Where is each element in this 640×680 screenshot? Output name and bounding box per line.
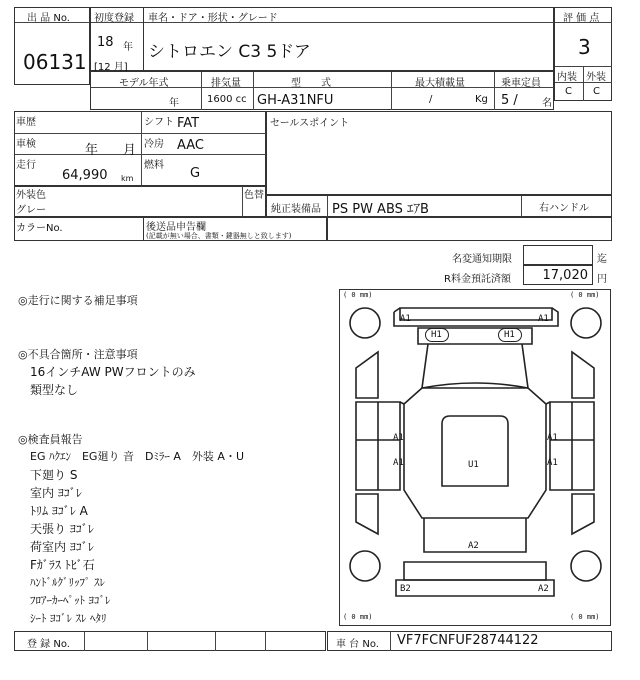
recycle-amount: 17,020 [542, 268, 588, 283]
fuel-value: G [190, 166, 201, 181]
inspection-year-unit: 年 [85, 143, 99, 158]
inspector-line: 荷室内 ﾖｺﾞﾚ [30, 540, 94, 554]
damage-door-left: A1 [393, 458, 404, 468]
first-reg-year-unit: 年 [123, 42, 133, 53]
chassis-no-value: VF7FCNFUF28744122 [397, 633, 539, 648]
tire-front-right [571, 308, 601, 338]
damage-diagram [339, 289, 611, 626]
inspector-line: ﾄﾘﾑ ﾖｺﾞﾚ A [30, 504, 88, 518]
details-left [14, 111, 266, 187]
sales-point-label: セールスポイント [270, 118, 350, 129]
first-reg-box [90, 7, 144, 71]
rating-value: 3 [578, 35, 591, 59]
history-label: 車歴 [16, 117, 36, 128]
driving-notes-label: ◎走行に関する補足事項 [18, 294, 138, 307]
first-reg-month: [12 月] [94, 62, 128, 73]
displacement-label: 排気量 [211, 78, 241, 89]
repaint-label: 色替 [244, 190, 264, 201]
damage-front-bumper-right: A1 [538, 314, 549, 324]
equipment-box [266, 195, 612, 217]
inspector-line: 下廻り S [30, 468, 78, 482]
capacity-unit: 名 [542, 98, 552, 109]
max-load-label: 最大積載量 [415, 78, 465, 89]
color-no-box [14, 217, 144, 241]
aftermarket-label: 後送品申告欄 [146, 222, 206, 233]
spec-row [90, 71, 554, 110]
inspector-line: 天張り ﾖｺﾞﾚ [30, 522, 94, 536]
damage-headlight-left: H1 [431, 330, 442, 340]
rating-label: 評 価 点 [563, 13, 600, 24]
damage-rear: A2 [468, 541, 479, 551]
max-load-unit: Kg [475, 94, 488, 105]
shuppin-no-box [14, 7, 90, 85]
interior-label: 内装 [557, 72, 577, 83]
car-name-box [143, 7, 554, 71]
inspector-line: ｼｰﾄ ﾖｺﾞﾚ ｽﾚ ﾍﾀﾘ [30, 612, 107, 625]
max-load-value: / [429, 94, 433, 105]
chassis-no-box [327, 631, 612, 651]
aircon-label: 冷房 [144, 139, 164, 150]
shuppin-no-label: 出 品 No. [27, 13, 70, 24]
damage-headlight-right: H1 [504, 330, 515, 340]
capacity-label: 乗車定員 [501, 78, 541, 89]
mileage-unit: km [121, 174, 134, 183]
name-change-label: 名変通知期限 [452, 254, 512, 265]
damage-roof: U1 [468, 460, 479, 470]
damage-door-right: A1 [547, 458, 558, 468]
inspection-month-unit: 月 [123, 143, 137, 158]
shift-value: FAT [177, 116, 200, 131]
recycle-unit: 円 [597, 274, 607, 285]
color-box [14, 185, 266, 217]
inspector-line: EG ﾊｸｴﾝ EG廻り 音 Dﾐﾗｰ A 外装 A・U [30, 450, 245, 463]
model-year-label: モデル年式 [119, 78, 169, 89]
model-value: GH-A31NFU [257, 93, 334, 108]
recycle-field [523, 265, 593, 285]
car-name: シトロエン C3 5ドア [148, 42, 311, 62]
aftermarket-box [143, 217, 327, 241]
tire-front-left [350, 308, 380, 338]
car-outline-drawing [340, 290, 610, 625]
defect-line: 類型なし [30, 383, 79, 397]
registration-no-box [14, 631, 326, 651]
color-label: 外装色 [16, 190, 46, 201]
aftermarket-extra [327, 217, 612, 241]
tire-rear-left [350, 551, 380, 581]
sales-point-box [266, 111, 612, 195]
inspector-line: Fｶﾞﾗｽ ﾄﾋﾞ石 [30, 558, 95, 572]
fuel-label: 燃料 [144, 160, 164, 171]
shift-label: シフト [144, 117, 174, 128]
mileage-label: 走行 [16, 160, 36, 171]
damage-front-bumper-left: A1 [400, 314, 411, 324]
registration-no-label: 登 録 No. [27, 639, 70, 650]
model-label: 型 式 [291, 78, 331, 89]
name-change-field [523, 245, 593, 265]
equipment-value: PS PW ABS ｴｱB [332, 202, 429, 217]
displacement-value: 1600 cc [207, 94, 247, 105]
defects-label: ◎不具合箇所・注意事項 [18, 348, 138, 361]
color-no-label: カラーNo. [16, 223, 63, 234]
exterior-label: 外装 [586, 72, 606, 83]
equipment-label: 純正装備品 [271, 204, 321, 215]
inspector-line: 室内 ﾖｺﾞﾚ [30, 486, 82, 500]
tire-mark-rl: ( 0 mm) [343, 613, 373, 621]
color-value: グレー [16, 205, 46, 216]
inspector-line: ﾊﾝﾄﾞﾙｸﾞﾘｯﾌﾟ ｽﾚ [30, 576, 105, 589]
recycle-label: R料金預託済額 [444, 274, 511, 285]
inspector-label: ◎検査員報告 [18, 433, 83, 446]
damage-fender-left: A1 [393, 433, 404, 443]
tire-rear-right [571, 551, 601, 581]
inspection-label: 車検 [16, 139, 36, 150]
capacity-value: 5 / [501, 93, 518, 108]
defect-line: 16インチAW PWフロントのみ [30, 365, 196, 379]
name-change-unit: 迄 [597, 254, 607, 265]
aircon-value: AAC [177, 138, 204, 153]
damage-rear-bumper-right: A2 [538, 584, 549, 594]
car-name-label: 車名・ドア・形状・グレード [148, 13, 278, 24]
tire-mark-rr: ( 0 mm) [570, 613, 600, 621]
shuppin-no-value: 06131 [23, 50, 87, 74]
chassis-no-label: 車 台 No. [336, 639, 379, 650]
aftermarket-note: (記載が無い場合、書類・鍵器無しと致します) [146, 232, 292, 240]
interior-grade: C [565, 86, 572, 97]
steering-value: 右ハンドル [539, 203, 589, 214]
model-year-unit: 年 [169, 98, 179, 109]
first-reg-year: 18 [97, 35, 114, 50]
mileage-value: 64,990 [62, 168, 108, 183]
damage-fender-right: A1 [547, 433, 558, 443]
rating-box [554, 7, 612, 101]
damage-rear-bumper-left: B2 [400, 584, 411, 594]
tire-mark-fr: ( 0 mm) [570, 291, 600, 299]
inspector-line: ﾌﾛｱｰｶｰﾍﾟｯﾄ ﾖｺﾞﾚ [30, 594, 111, 607]
tire-mark-fl: ( 0 mm) [343, 291, 373, 299]
exterior-grade: C [593, 86, 600, 97]
first-reg-label: 初度登録 [94, 13, 134, 24]
